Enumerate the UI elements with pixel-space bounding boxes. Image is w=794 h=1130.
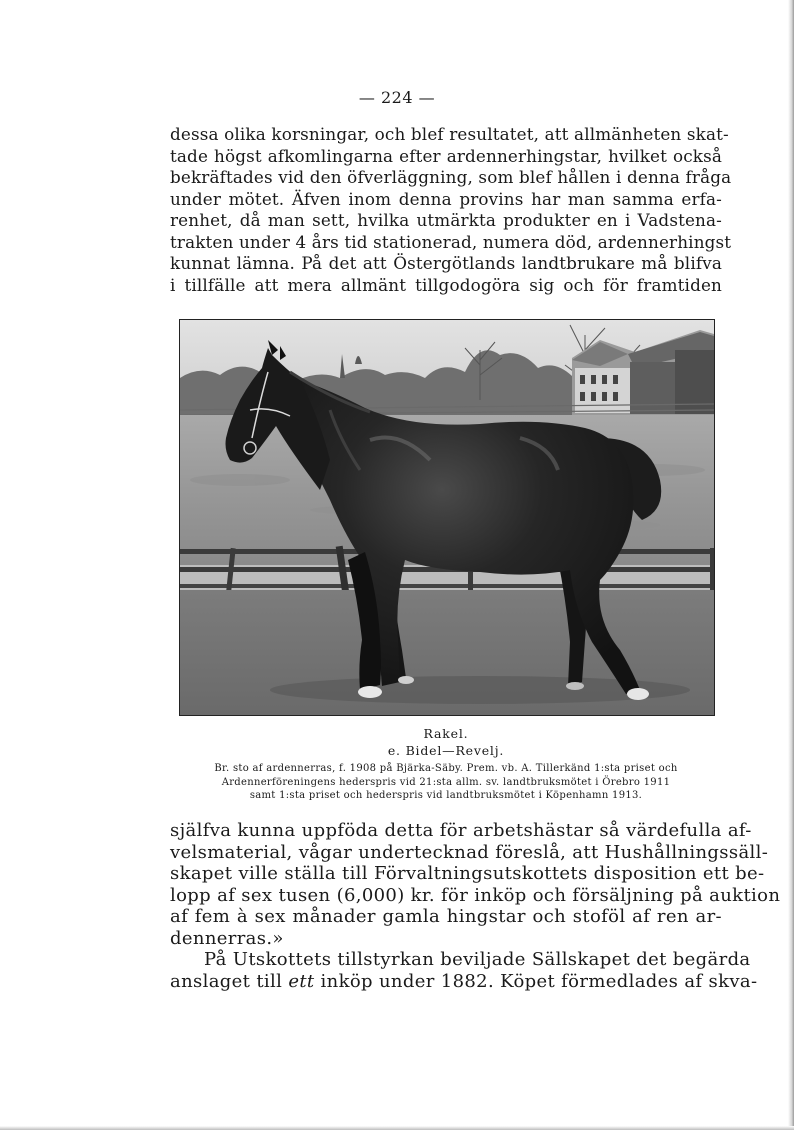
horse-photograph [179,319,715,716]
figure-caption-notes [170,762,722,803]
caption-note-line: Ardennerföreningens hederspris vid 21:sta allm. sv. landtbruksmötet i Örebro 1911 [221,776,671,788]
text-line: lopp af sex tusen (6,000) kr. för inköp och försäljning på auktion [170,884,781,906]
text-line: skapet ville ställa till Förvaltningsutskottets disposition ett be- [170,863,765,884]
text-line: dennerras.» [170,927,284,949]
text-line: trakten under 4 års tid stationerad, numera död, ardennerhingst [170,231,732,252]
text-line: tade högst afkomlingarna efter ardennerhingstar, hvilket också [170,145,722,166]
closing-text-after-emphasis: inköp under 1882. Köpet förmedlades af skva- [314,970,758,992]
top-paragraph [170,124,732,296]
emphasized-word: ett [288,970,315,992]
text-line: renhet, då man sett, hvilka utmärkta produkter en i Vadstena- [170,210,722,230]
page-edge-shadow [788,0,794,1130]
page-bottom-edge [0,1126,794,1130]
text-line: i tillfälle att mera allmänt tillgodogöra sig och för framtiden [170,274,722,295]
page-number: — 224 — [358,88,436,107]
text-line: af fem à sex månader gamla hingstar och stoföl af ren ar- [170,906,722,927]
figure-caption-title: Rakel. [423,726,469,741]
bottom-paragraph [170,820,781,992]
text-line: kunnat lämna. På det att Östergötlands landtbrukare må blifva [170,253,722,273]
closing-text-before-emphasis: anslaget till [170,970,289,992]
figure-caption-pedigree: e. Bidel—Revelj. [387,743,505,758]
closing-paragraph-second-line [170,970,758,993]
text-line: velsmaterial, vågar undertecknad föreslå, att Hushållningssäll- [170,841,769,863]
text-line: bekräftades vid den öfverläggning, som blef hållen i denna fråga [170,167,732,187]
caption-note-line: Br. sto af ardennerras, f. 1908 på Bjärka-Säby. Prem. vb. A. Tillerkänd 1:sta priset och [214,763,678,774]
caption-note-line: samt 1:sta priset och hederspris vid landtbruksmötet i Köpenhamn 1913. [249,790,643,801]
text-line: själfva kunna uppföda detta för arbetshästar så värdefulla af- [170,820,752,841]
text-line: dessa olika korsningar, och blef resultatet, att allmänheten skat- [170,124,729,144]
closing-paragraph-first-line: På Utskottets tillstyrkan beviljade Sällskapet det begärda [204,949,751,970]
text-line: under mötet. Äfven inom denna provins har man samma erfa- [170,188,722,209]
